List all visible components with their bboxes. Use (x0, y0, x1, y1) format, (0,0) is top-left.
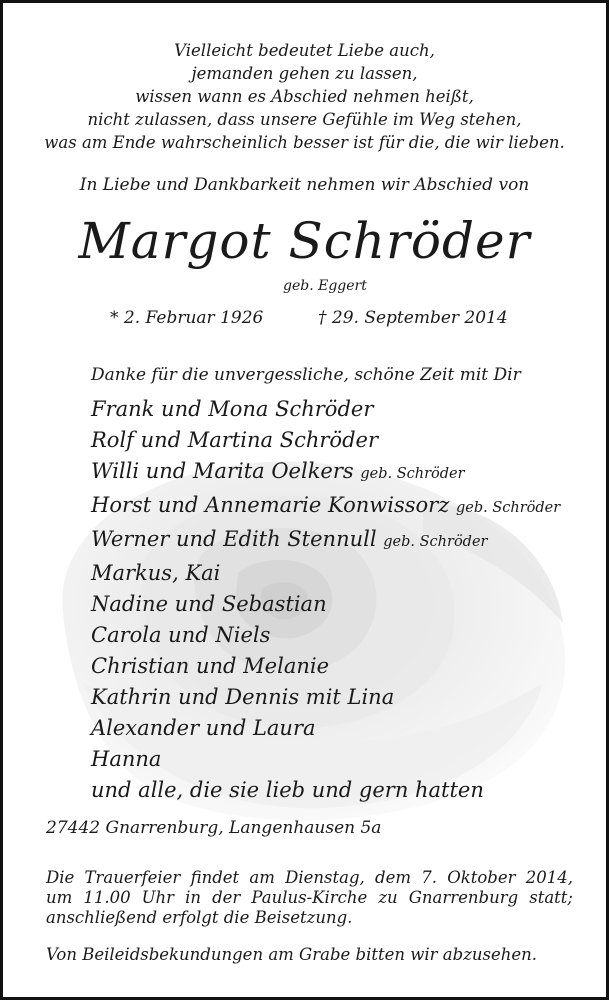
list-item (91, 775, 560, 806)
death-date: † 29. September 2014 (318, 308, 508, 328)
mourner-name: und alle, die sie lieb und gern hatten (91, 778, 484, 802)
list-item (91, 589, 560, 620)
list-item (91, 558, 560, 589)
address: 27442 Gnarrenburg, Langenhausen 5a (46, 818, 382, 838)
mourner-name: Carola und Niels (91, 623, 271, 647)
poem-line: Vielleicht bedeutet Liebe auch, (174, 41, 435, 60)
list-item (91, 744, 560, 775)
condolence-note: Von Beileidsbekundungen am Grabe bitten wir abzusehen. (46, 945, 538, 964)
list-item (91, 682, 560, 713)
list-item (91, 713, 560, 744)
intro-text: In Liebe und Dankbarkeit nehmen wir Abschied von (79, 175, 530, 195)
mourners-list (91, 394, 560, 806)
list-item (91, 456, 560, 490)
mourner-name: Christian und Melanie (91, 654, 330, 678)
maiden-name: geb. Eggert (283, 278, 367, 294)
thanks-text: Danke für die unvergessliche, schöne Zeit mit Dir (91, 365, 521, 385)
mourner-note: geb. Schröder (383, 534, 488, 550)
poem-line: wissen wann es Abschied nehmen heißt, (135, 87, 474, 106)
mourner-note: geb. Schröder (360, 466, 465, 482)
list-item (91, 524, 560, 558)
poem (3, 39, 606, 154)
mourner-name: Kathrin und Dennis mit Lina (91, 685, 395, 709)
list-item (91, 394, 560, 425)
mourner-name: Nadine und Sebastian (91, 592, 327, 616)
mourner-name: Werner und Edith Stennull (91, 527, 377, 551)
service-line: Die Trauerfeier findet am Dienstag, dem 7. Oktober 2014, (46, 868, 573, 887)
poem-line: was am Ende wahrscheinlich besser ist für die, die wir lieben. (44, 133, 565, 152)
mourner-name: Hanna (91, 747, 162, 771)
poem-line: jemanden gehen zu lassen, (191, 64, 418, 83)
mourner-name: Markus, Kai (91, 561, 221, 585)
mourner-name: Rolf und Martina Schröder (91, 428, 378, 452)
mourner-name: Willi und Marita Oelkers (91, 459, 354, 483)
service-line: um 11.00 Uhr in der Paulus-Kirche zu Gnarrenburg statt; (46, 888, 573, 907)
list-item (91, 620, 560, 651)
list-item (91, 490, 560, 524)
list-item (91, 425, 560, 456)
mourner-note: geb. Schröder (455, 500, 561, 516)
birth-date: * 2. Februar 1926 (110, 308, 264, 328)
mourner-name: Alexander und Laura (91, 716, 316, 740)
mourner-name: Frank und Mona Schröder (91, 397, 374, 421)
deceased-name: Margot Schröder (78, 212, 531, 270)
funeral-service-info (46, 868, 573, 928)
poem-line: nicht zulassen, dass unsere Gefühle im Weg stehen, (87, 110, 522, 129)
mourner-name: Horst und Annemarie Konwissorz (91, 493, 450, 517)
service-line: anschließend erfolgt die Beisetzung. (46, 908, 353, 927)
list-item (91, 651, 560, 682)
